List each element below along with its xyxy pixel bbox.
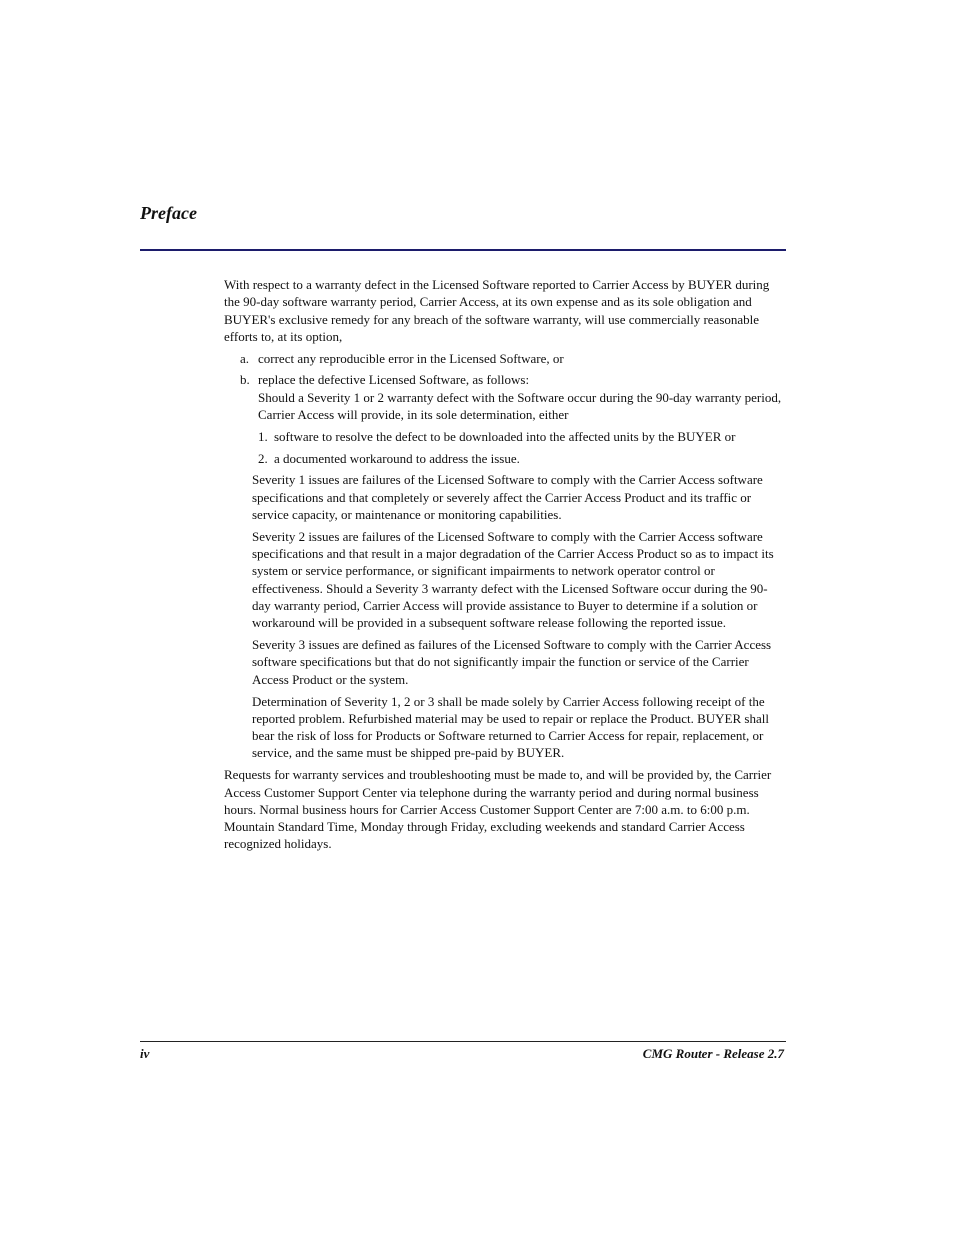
list-marker-1: 1.: [258, 428, 268, 444]
determination-paragraph: Determination of Severity 1, 2 or 3 shall be made solely by Carrier Access following receipt of the reported problem. Refurbished material may be used to repair or replace the Product. BUYER shall bear the risk of loss for Products or Software returned to Carrier Access for repair, replacement, or service, and the same must be shipped pre-paid by BUYER.: [252, 693, 769, 761]
intro-paragraph: With respect to a warranty defect in the Licensed Software reported to Carrier Access by BUYER during the 90-day software warranty period, Carrier Access, at its own expense and as its sole obligation and BUYER's exclusive remedy for any breach of the software warranty, will use commercially reasonable efforts to, at its option,: [224, 277, 770, 344]
list-item-option-a: [224, 350, 786, 367]
footer-divider: [140, 1041, 786, 1042]
footer-document-title: CMG Router - Release 2.7: [642, 1046, 784, 1061]
option-b-detail: Should a Severity 1 or 2 warranty defect with the Software occur during the 90-day warranty period, Carrier Access will provide, in its sole determination, either: [258, 389, 782, 423]
requests-paragraph: Requests for warranty services and troubleshooting must be made to, and will be provided by, the Carrier Access Customer Support Center via telephone during the warranty period and during normal business hours. Normal business hours for Carrier Access Customer Support Center are 7:00 a.m. to 6:00 p.m. Mountain Standard Time, Monday through Friday, excluding weekends and standard Carrier Access recognized holidays.: [224, 767, 772, 852]
list-item-option-b: [224, 371, 786, 466]
severity-2-paragraph: Severity 2 issues are failures of the Licensed Software to comply with the Carrier Access software specifications and that result in a major degradation of the Carrier Access Product so as to impact its system or service performance, or significant impairments to network operator control or effectiveness. Should a Severity 3 warranty defect with the Licensed Software occur during the 90-day warranty period, Carrier Access will provide assistance to Buyer to determine if a solution or workaround will be provided in a subsequent software release following the reported issue.: [252, 528, 774, 631]
header-divider: [140, 249, 786, 251]
option-b-text: replace the defective Licensed Software, as follows:: [258, 372, 530, 388]
resolution-1-text: software to resolve the defect to be downloaded into the affected units by the BUYER or: [274, 428, 736, 444]
resolution-2-text: a documented workaround to address the issue.: [274, 450, 520, 466]
severity-3-paragraph: Severity 3 issues are defined as failures of the Licensed Software to comply with the Carrier Access software specifications but that do not significantly impair the function or service of the Carrier Access Product or the system.: [252, 637, 772, 687]
list-marker-b: b.: [240, 372, 250, 388]
list-marker-2: 2.: [258, 450, 268, 466]
list-marker-a: a.: [240, 350, 250, 366]
resolution-options-list: [258, 428, 786, 467]
severity-1-paragraph: Severity 1 issues are failures of the Licensed Software to comply with the Carrier Access software specifications and that completely or severely affect the Carrier Access Product and its traffic or service capacity, or maintenance or monitoring capabilities.: [252, 472, 763, 523]
list-item-resolution-1: [258, 428, 786, 445]
remedy-options-list: [224, 350, 786, 467]
page-content: [224, 276, 786, 857]
footer-page-number: iv: [140, 1046, 150, 1061]
page-header-title: Preface: [140, 203, 197, 223]
option-a-text: correct any reproducible error in the Licensed Software, or: [258, 350, 564, 366]
list-item-resolution-2: [258, 450, 786, 467]
